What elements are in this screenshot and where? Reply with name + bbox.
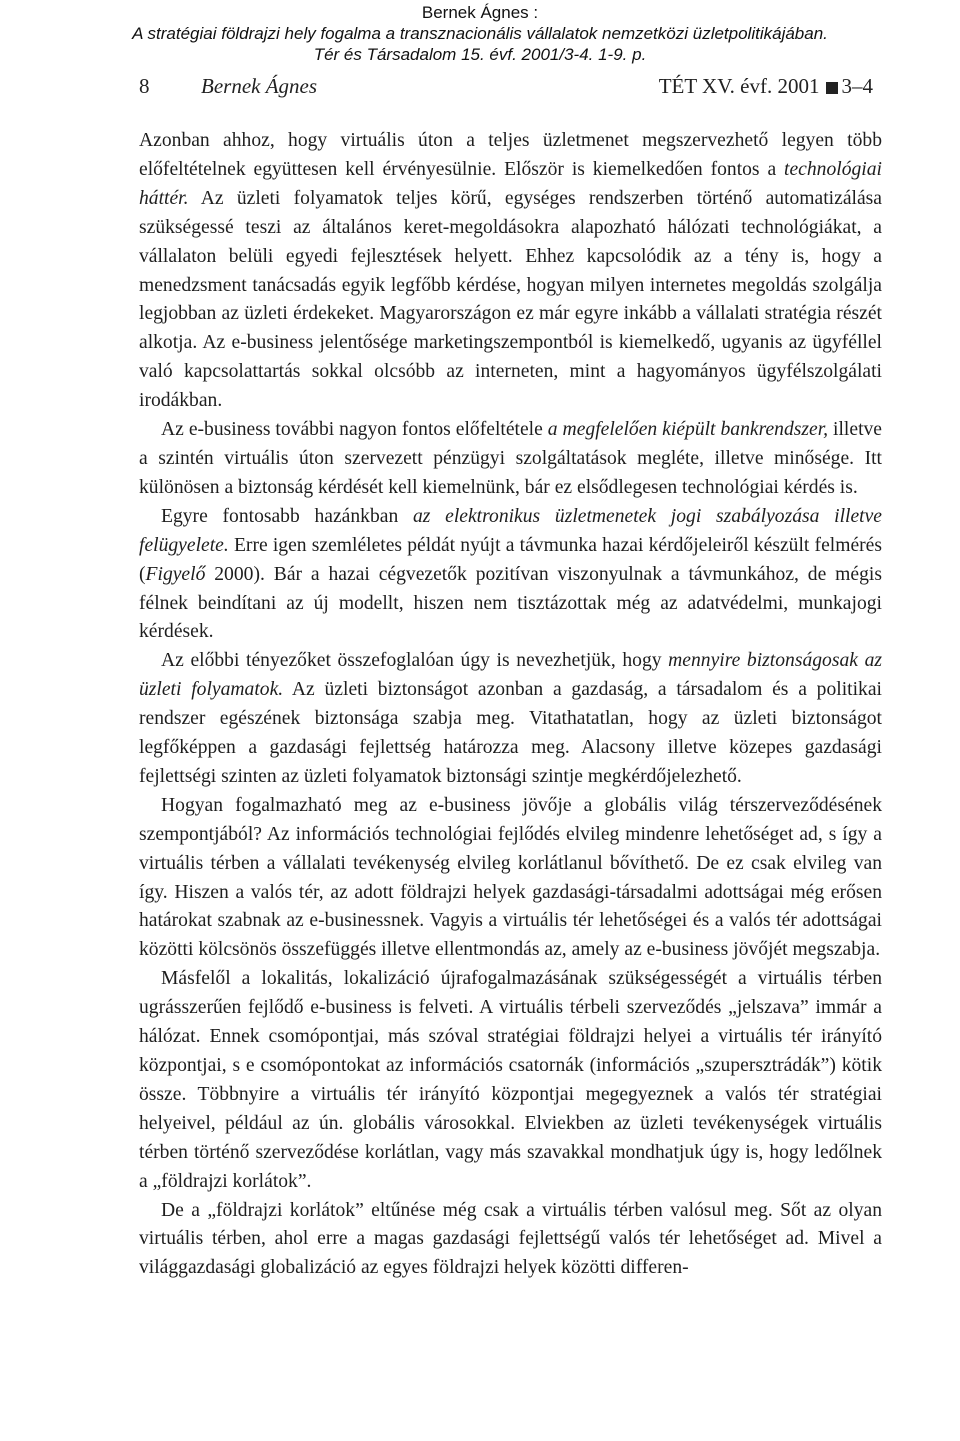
text-run: Az üzleti biztonságot azonban a gazdaság, a társadalom és a politikai rendszer egészének biztonsága szabja meg. Vitathatatlan, hogy az üzleti biztonságot legfőképpen a gazdasági fejlettség határozza meg. Alacsony illetve közepes gazdasági fejlettségi szinten az üzleti folyamatok biztonsági szintje megkérdőjelezhető. (139, 679, 882, 787)
emphasis: Figyelő (145, 563, 206, 585)
paragraph-1 (139, 127, 882, 416)
paragraph-4 (139, 647, 882, 792)
citation-title: A stratégiai földrajzi hely fogalma a transznacionális vállalatok nemzetközi üzletpolitikájában. (132, 24, 828, 43)
running-head-journal (659, 74, 873, 99)
paragraph-5: Hogyan fogalmazható meg az e-business jövője a globális világ térszerveződésének szempontjából? Az információs technológiai fejlődés elvileg mindenre lehetőséget ad, s így a virtuális térben a vállalati tevékenység elvileg korlátlanul bővíthető. De ez csak elvileg van így. Hiszen a valós tér, az adott földrajzi helyek gazdasági-társadalmi adottságai még erősen határokat szabnak az e-businessnek. Vagyis a virtuális tér lehetőségei és a valós tér adottságai közötti kölcsönös összefüggés illetve ellentmondás az, amely az e-business jövőjét megszabja. (139, 794, 882, 961)
citation-header (0, 2, 960, 65)
text-run: 2000). Bár a hazai cégvezetők pozitívan viszonyulnak a távmunkához, de mégis félnek beindítani az új modellt, hiszen nem tisztázottak még az adatvédelmi, munkajogi kérdések. (139, 563, 882, 643)
text-run: Erre igen szemléletes példát nyújt a távmunka hazai kérdőjeleiről készült felmérés ( (139, 534, 882, 585)
text-run: Azonban ahhoz, hogy virtuális úton a teljes üzletmenet megszervezhető legyen több előfeltételnek együttesen kell érvényesülnie. Először is kiemelkedően fontos a (139, 130, 882, 180)
text-run: illetve a szintén virtuális úton szervezett pénzügyi szolgáltatások megléte, illetve minősége. Itt különösen a biztonság kérdését kell kiemelnünk, bár ez elsődlegesen technológiai kérdés is. (139, 419, 883, 498)
page-number: 8 (139, 74, 150, 98)
issue-number: 3–4 (841, 74, 873, 98)
paragraph-6: Másfelől a lokalitás, lokalizáció újrafogalmazásának szükségességét a virtuális térben ugrásszerűen fejlődő e-business is felveti. A virtuális térbeli szerveződés „jelszava” immár a hálózat. Ennek csomópontjai, más szóval stratégiai földrajzi helyei a virtuális tér irányító központjai, s e csomópontokat az információs csatornák (információs „szupersztrádák”) kötik össze. Többnyire a virtuális tér irányító központjai megegyeznek a valós tér stratégiai helyeivel, például az ún. globális városokkal. Elviekben az üzleti tevékenységek virtuális térben történő szerveződése korlátlan, vagy más szavakkal mondhatjuk úgy is, hogy ledőlnek a „földrajzi korlátok”. (139, 968, 882, 1192)
emphasis: a megfelelően kiépült bankrendszer, (547, 419, 829, 441)
citation-source: Tér és Társadalom 15. évf. 2001/3-4. 1-9. p. (313, 45, 647, 64)
journal-name: TÉT XV. évf. 2001 (658, 74, 820, 98)
text-run: Egyre fontosabb hazánkban (161, 505, 413, 527)
text-run: Az e-business további nagyon fontos előfeltétele (161, 419, 548, 441)
emphasis: mennyire biztonságosak az üzleti folyamatok. (139, 650, 882, 701)
citation-author: Bernek Ágnes : (421, 3, 539, 22)
paragraph-2 (139, 416, 882, 503)
article-body (139, 127, 882, 1283)
running-head (139, 74, 873, 104)
emphasis: technológiai háttér. (139, 158, 882, 209)
running-head-author: Bernek Ágnes (201, 74, 318, 98)
paragraph-7: De a „földrajzi korlátok” eltűnése még csak a virtuális térben valósul meg. Sőt az olyan virtuális térben, ahol erre a magas gazdasági fejlettségű valós tér lehetőséget ad. Mivel a világgazdasági globalizáció az egyes földrajzi helyek közötti differen- (139, 1199, 882, 1279)
text-run: Az előbbi tényezőket összefoglalóan úgy is nevezhetjük, hogy (161, 650, 669, 672)
text-run: Az üzleti folyamatok teljes körű, egységes rendszerben történő automatizálása szükségessé teszi az általános keret-megoldásokra alapozható hálózati technológiákat, a vállalaton belüli egyedi fejlesztések helyett. Ehhez kapcsolódik az a tény is, hogy a menedzsment tanácsadás egyik legfőbb kérdése, hogyan milyen internetes megoldás szolgálja legjobban az üzleti érdekeket. Magyarországon ez már egyre inkább a vállalati stratégia részét alkotja. Az e-business jelentősége marketingszempontból is kiemelkedő, ugyanis az ügyféllel való kapcsolattartás sokkal olcsóbb az interneten, mint a hagyományos ügyfélszolgálati irodákban. (139, 187, 882, 412)
square-bullet-icon (826, 82, 838, 94)
paragraph-3 (139, 503, 882, 648)
emphasis: az elektronikus üzletmenetek jogi szabályozása illetve felügyelete. (139, 505, 882, 556)
